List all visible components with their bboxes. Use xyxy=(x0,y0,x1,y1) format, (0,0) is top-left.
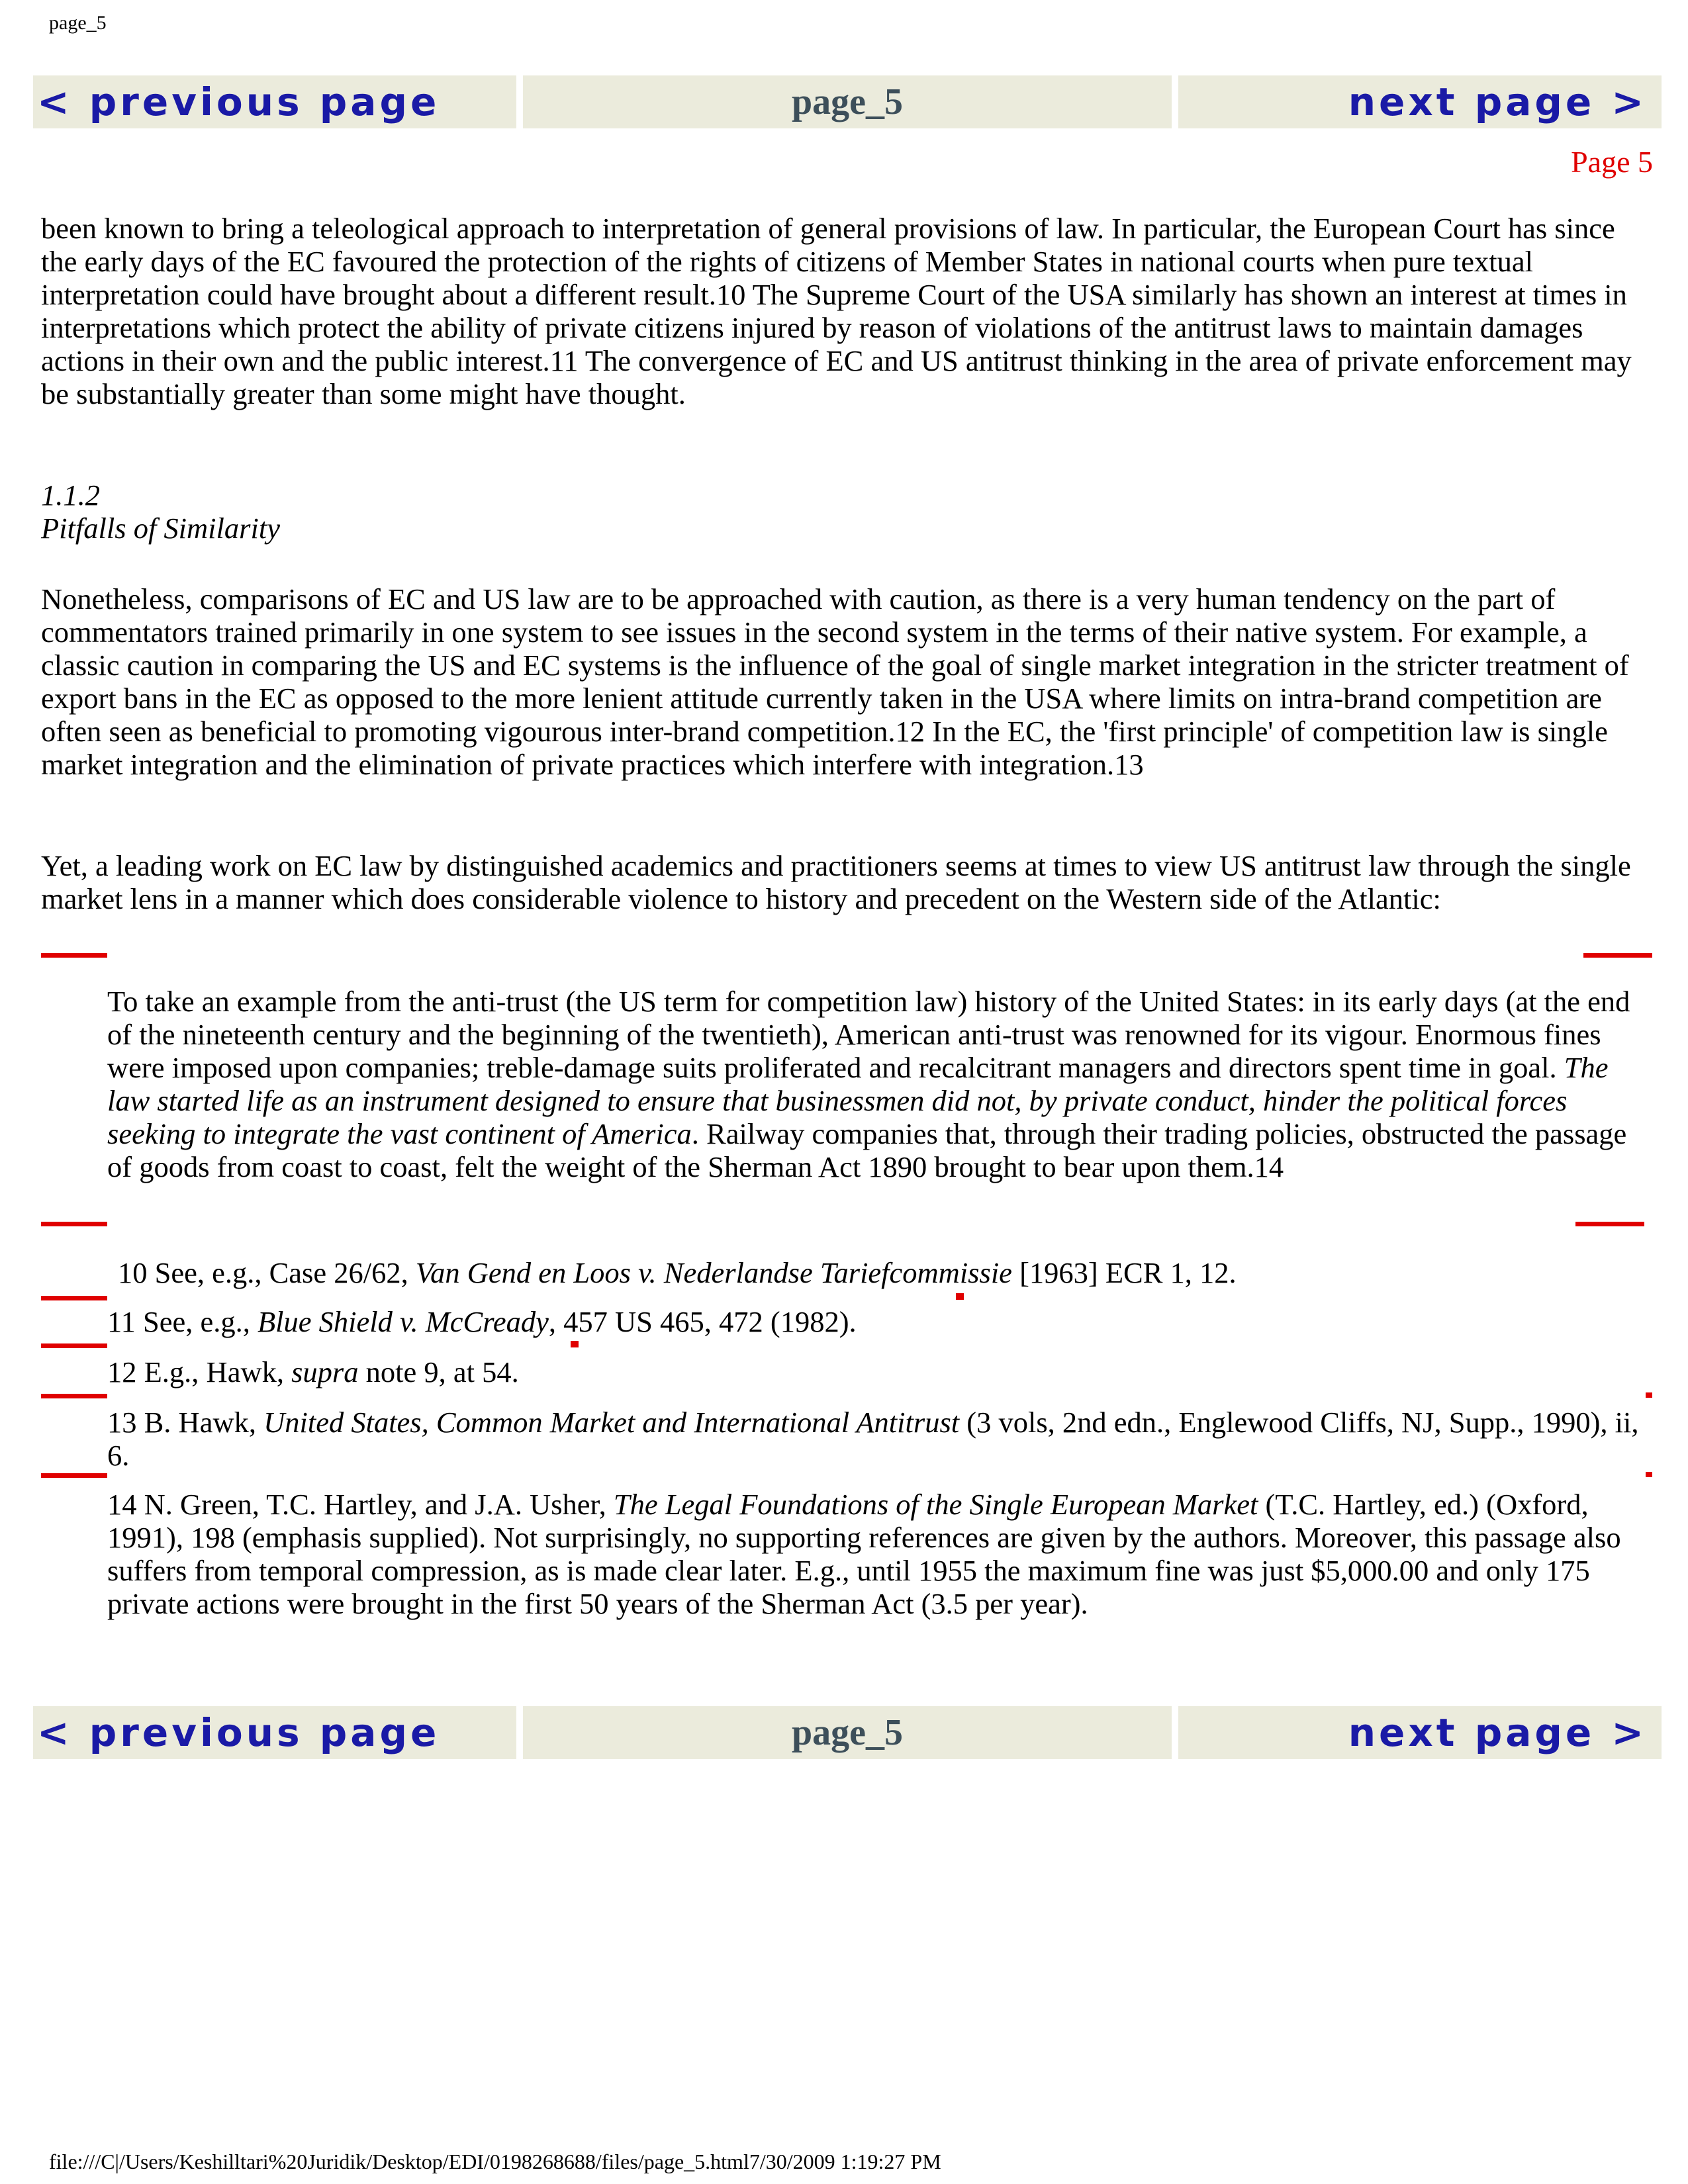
page-break-marker xyxy=(1575,1222,1644,1226)
footnote-13 xyxy=(107,1406,1643,1472)
previous-page-cell xyxy=(33,1706,516,1759)
next-page-cell xyxy=(1178,75,1662,128)
footnote-11 xyxy=(107,1305,1643,1338)
page-number: Page 5 xyxy=(1571,145,1653,179)
page-break-marker xyxy=(41,953,107,958)
page-break-marker xyxy=(956,1293,964,1300)
top-navigation-bar xyxy=(33,75,1662,128)
footnote-13-cite: (3 vols, 2nd edn., Englewood Cliffs, NJ, Supp., 1990), ii, 6. xyxy=(107,1406,1639,1472)
footnote-10-cite: [1963] ECR 1, 12. xyxy=(1011,1256,1237,1289)
page-title: page_5 xyxy=(792,81,903,122)
next-page-link[interactable]: next page > xyxy=(1348,1710,1647,1755)
section-number: 1.1.2 xyxy=(41,478,100,512)
footnote-12-text: 12 E.g., Hawk, xyxy=(107,1355,292,1388)
footnote-10 xyxy=(118,1256,1654,1289)
footnote-12-cite: note 9, at 54. xyxy=(358,1355,519,1388)
footnote-10-case: Van Gend en Loos v. Nederlandse Tariefcommissie xyxy=(415,1256,1012,1289)
page-tab-label: page_5 xyxy=(49,12,107,34)
page-title-cell xyxy=(523,1706,1172,1759)
page-break-marker xyxy=(41,1343,107,1348)
footnote-13-text: 13 B. Hawk, xyxy=(107,1406,264,1439)
page-break-marker xyxy=(41,1473,107,1478)
page-break-marker xyxy=(1646,1472,1652,1477)
page-break-marker xyxy=(41,1222,107,1226)
quote-text-start: To take an example from the anti-trust (the US term for competition law) history of the United States: in its early days (at the end of the nineteenth century and the beginning of the twentieth), American anti-trust was renowned for its vigour. Enormous fines were imposed upon companies; treble-damage suits proliferated and recalcitrant managers and directors spent time in goal. xyxy=(107,985,1630,1084)
footnote-10-text: 10 See, e.g., Case 26/62, xyxy=(118,1256,416,1289)
quote-text-end: . Railway companies that, through their trading policies, obstructed the passage of goods from coast to coast, felt the weight of the Sherman Act 1890 brought to bear upon them.14 xyxy=(107,1117,1627,1183)
block-quote xyxy=(107,985,1643,1183)
footnote-14-cite: (T.C. Hartley, ed.) (Oxford, 1991), 198 (emphasis supplied). Not surprisingly, no supporting references are given by the authors. Moreover, this passage also suffers from temporal compression, as is made clear later. E.g., until 1955 the maximum fine was just $5,000.00 and only 175 private actions were brought in the first 50 years of the Sherman Act (3.5 per year). xyxy=(107,1488,1621,1620)
paragraph-2: Nonetheless, comparisons of EC and US law are to be approached with caution, as there is a very human tendency on the part of commentators trained primarily in one system to see issues in the second system in the terms of their native system. For example, a classic caution in comparing the US and EC systems is the influence of the goal of single market integration in the stricter treatment of export bans in the EC as opposed to the more lenient attitude currently taken in the USA where limits on intra-brand competition are often seen as beneficial to promoting vigourous inter-brand competition.12 In the EC, the 'first principle' of competition law is single market integration and the elimination of private practices which interfere with integration.13 xyxy=(41,582,1629,781)
page-break-marker xyxy=(41,1394,107,1398)
next-page-cell xyxy=(1178,1706,1662,1759)
page-break-marker xyxy=(571,1341,579,1347)
page-title: page_5 xyxy=(792,1712,903,1753)
next-page-link[interactable]: next page > xyxy=(1348,79,1647,124)
page-break-marker xyxy=(41,1296,107,1300)
quote-emphasis: The law started life as an instrument designed to ensure that businessmen did not, by private conduct, hinder the political forces seeking to integrate the vast continent of America xyxy=(107,1051,1609,1150)
footnote-14 xyxy=(107,1488,1643,1620)
bottom-navigation-bar xyxy=(33,1706,1662,1759)
previous-page-link[interactable]: < previous page xyxy=(37,79,440,124)
footnote-12-ref: supra xyxy=(291,1355,359,1388)
paragraph-1: been known to bring a teleological approach to interpretation of general provisions of law. In particular, the European Court has since the early days of the EC favoured the protection of the rights of citizens of Member States in national courts when pure textual interpretation could have brought about a different result.10 The Supreme Court of the USA similarly has shown an interest at times in interpretations which protect the ability of private citizens injured by reason of violations of the antitrust laws to maintain damages actions in their own and the public interest.11 The convergence of EC and US antitrust thinking in the area of private enforcement may be substantially greater than some might have thought. xyxy=(41,212,1632,410)
footer-file-path: file:///C|/Users/Keshilltari%20Juridik/Desktop/EDI/0198268688/files/page_5.html7/30/2009 1:19:27 PM xyxy=(49,2150,941,2173)
page-break-marker xyxy=(1583,953,1652,958)
previous-page-link[interactable]: < previous page xyxy=(37,1710,440,1755)
section-title: Pitfalls of Similarity xyxy=(41,512,280,545)
footnote-11-text: 11 See, e.g., xyxy=(107,1305,258,1338)
previous-page-cell xyxy=(33,75,516,128)
footnote-14-text: 14 N. Green, T.C. Hartley, and J.A. Usher, xyxy=(107,1488,614,1521)
page-break-marker xyxy=(1646,1392,1652,1398)
paragraph-3: Yet, a leading work on EC law by distinguished academics and practitioners seems at times to view US antitrust law through the single market lens in a manner which does considerable violence to history and precedent on the Western side of the Atlantic: xyxy=(41,849,1631,915)
footnote-12 xyxy=(107,1355,1643,1388)
footnote-11-case: Blue Shield v. McCready xyxy=(257,1305,549,1338)
footnote-14-title: The Legal Foundations of the Single European Market xyxy=(613,1488,1258,1521)
footnote-11-cite: , 457 US 465, 472 (1982). xyxy=(548,1305,857,1338)
footnote-13-title: United States, Common Market and International Antitrust xyxy=(263,1406,960,1439)
page-title-cell xyxy=(523,75,1172,128)
